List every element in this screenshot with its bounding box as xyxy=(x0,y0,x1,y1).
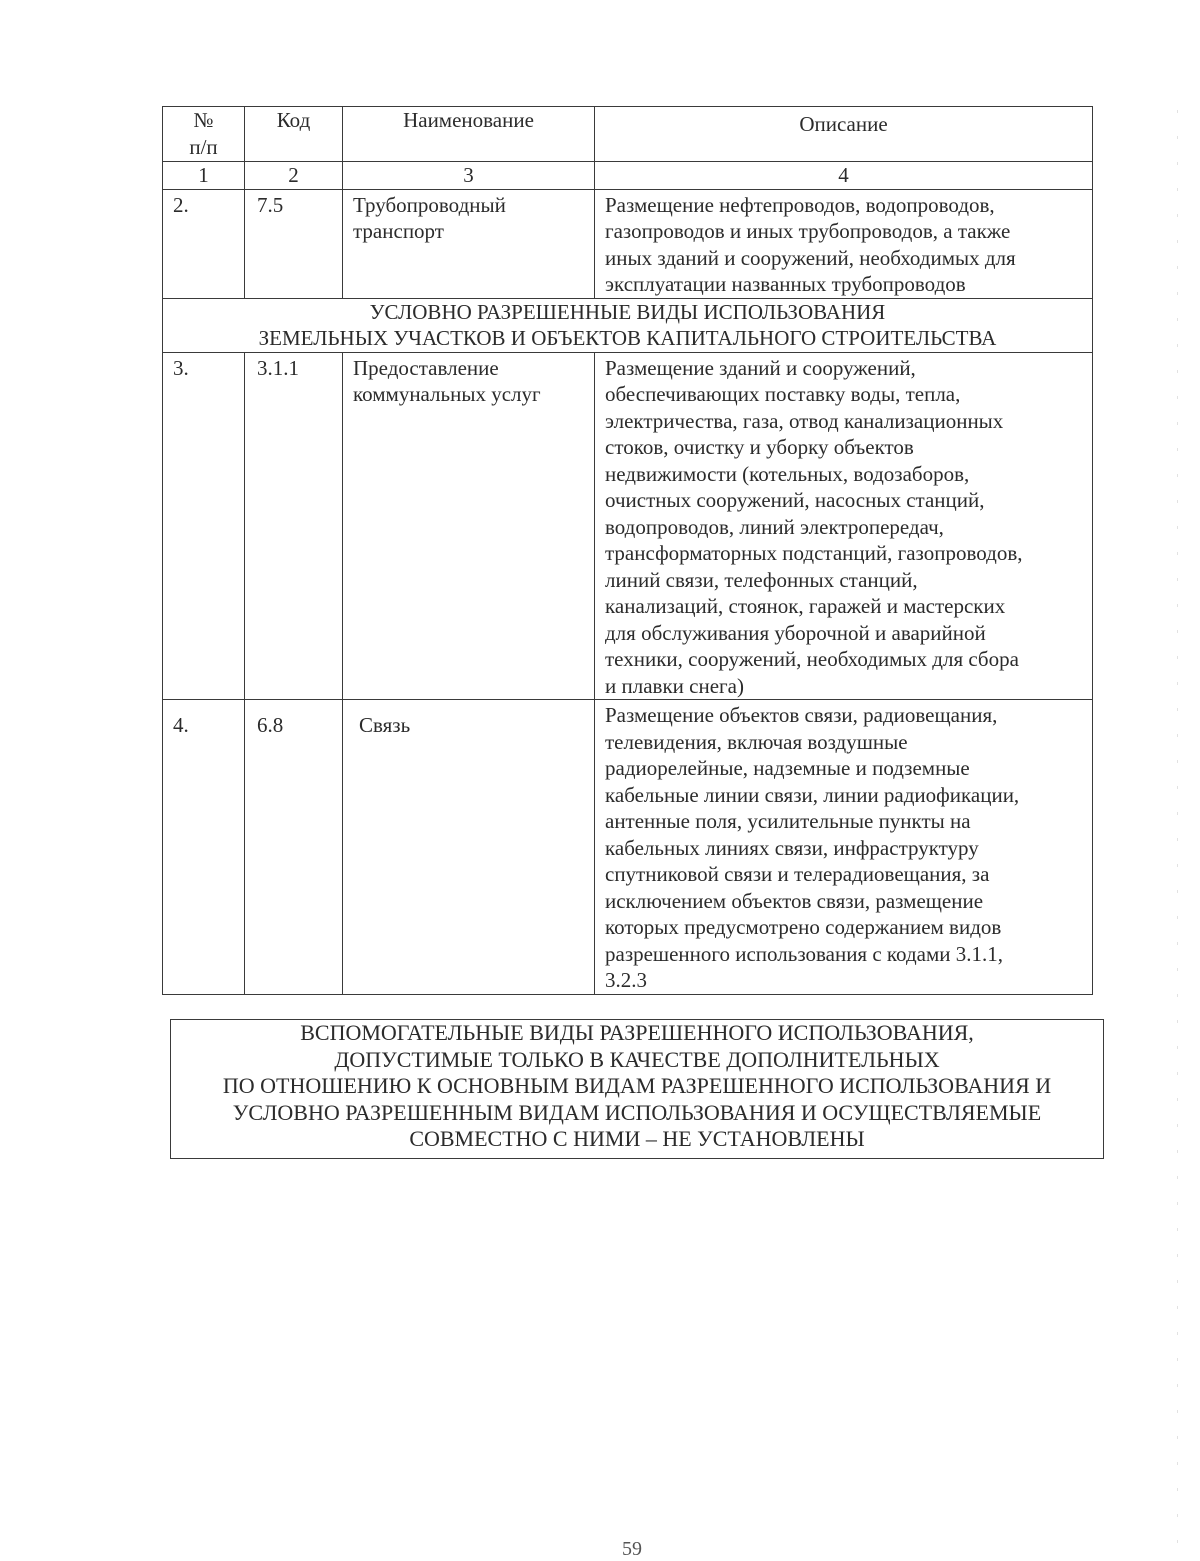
section-heading-row xyxy=(163,298,1093,352)
row-description-line: очистных сооружений, насосных станций, xyxy=(605,488,985,512)
header-number-line2: п/п xyxy=(189,134,218,159)
row-code: 6.8 xyxy=(245,700,343,995)
table-header-row xyxy=(163,107,1093,162)
row-description-line: Размещение зданий и сооружений, xyxy=(605,355,916,380)
scan-edge-artifact xyxy=(1177,110,1178,1550)
row-description-line: радиорелейные, надземные и подземные xyxy=(605,756,970,780)
header-name: Наименование xyxy=(343,107,595,162)
row-description-line: иных зданий и сооружений, необходимых для xyxy=(605,245,1016,270)
table-row xyxy=(163,189,1093,298)
row-description-line: электричества, газа, отвод канализационных xyxy=(605,408,1004,433)
row-description-line: водопроводов, линий электропередач, xyxy=(605,514,944,539)
row-description-line: которых предусмотрено содержанием видов xyxy=(605,915,1002,939)
row-description-line: обеспечивающих поставку воды, тепла, xyxy=(605,382,961,406)
row-description-line: 3.2.3 xyxy=(605,968,647,992)
row-description-line: стоков, очистку и уборку объектов xyxy=(605,435,914,459)
header-number xyxy=(163,107,245,162)
row-name-line: Предоставление xyxy=(353,355,499,380)
column-number: 2 xyxy=(245,162,343,190)
row-description-line: для обслуживания уборочной и аварийной xyxy=(605,620,986,645)
page-number: 59 xyxy=(622,1538,642,1560)
auxiliary-section-line: ДОПУСТИМЫЕ ТОЛЬКО В КАЧЕСТВЕ ДОПОЛНИТЕЛЬНЫХ xyxy=(334,1046,940,1072)
row-name-line: Трубопроводный xyxy=(353,192,506,217)
header-number-line1: № xyxy=(193,108,214,132)
row-description-line: телевидения, включая воздушные xyxy=(605,729,908,754)
row-description-line: кабельные линии связи, линии радиофикации, xyxy=(605,782,1020,807)
row-name xyxy=(343,700,595,995)
section-heading-conditional xyxy=(163,298,1093,352)
column-number-row xyxy=(163,162,1093,190)
row-description-line: разрешенного использования с кодами 3.1.1, xyxy=(605,941,1003,966)
row-description xyxy=(595,700,1093,995)
row-description xyxy=(595,189,1093,298)
column-number: 3 xyxy=(343,162,595,190)
row-description-line: газопроводов и иных трубопроводов, а также xyxy=(605,219,1011,243)
section-heading-line: УСЛОВНО РАЗРЕШЕННЫЕ ВИДЫ ИСПОЛЬЗОВАНИЯ xyxy=(369,299,886,324)
row-code: 3.1.1 xyxy=(245,352,343,700)
row-description-line: Размещение нефтепроводов, водопроводов, xyxy=(605,192,995,217)
row-description-line: техники, сооружений, необходимых для сбора xyxy=(605,647,1019,671)
row-description-line: недвижимости (котельных, водозаборов, xyxy=(605,461,970,486)
row-name-line: коммунальных услуг xyxy=(353,382,541,406)
row-number: 2. xyxy=(163,189,245,298)
row-name-line: транспорт xyxy=(353,219,444,243)
row-name-line: Связь xyxy=(359,713,411,737)
row-name xyxy=(343,352,595,700)
row-description-line: спутниковой связи и телерадиовещания, за xyxy=(605,862,990,886)
row-number: 4. xyxy=(163,700,245,995)
table-row xyxy=(163,700,1093,995)
auxiliary-section-line: СОВМЕСТНО С НИМИ – НЕ УСТАНОВЛЕНЫ xyxy=(409,1126,865,1151)
row-number: 3. xyxy=(163,352,245,700)
column-number: 1 xyxy=(163,162,245,190)
row-description-line: канализаций, стоянок, гаражей и мастерских xyxy=(605,594,1006,618)
row-description-line: и плавки снега) xyxy=(605,673,744,698)
auxiliary-uses-section xyxy=(170,1019,1104,1159)
auxiliary-section-line: УСЛОВНО РАЗРЕШЕННЫМ ВИДАМ ИСПОЛЬЗОВАНИЯ И ОСУЩЕСТВЛЯЕМЫЕ xyxy=(232,1099,1042,1125)
row-description xyxy=(595,352,1093,700)
row-description-line: линий связи, телефонных станций, xyxy=(605,567,918,592)
section-heading-line: ЗЕМЕЛЬНЫХ УЧАСТКОВ И ОБЪЕКТОВ КАПИТАЛЬНОГО СТРОИТЕЛЬСТВА xyxy=(258,326,997,350)
row-code: 7.5 xyxy=(245,189,343,298)
row-description-line: трансформаторных подстанций, газопроводов, xyxy=(605,541,1023,565)
column-number: 4 xyxy=(595,162,1093,190)
row-description-line: эксплуатации названных трубопроводов xyxy=(605,272,966,296)
auxiliary-section-line: ПО ОТНОШЕНИЮ К ОСНОВНЫМ ВИДАМ РАЗРЕШЕННОГО ИСПОЛЬЗОВАНИЯ И xyxy=(222,1073,1052,1098)
land-use-table xyxy=(162,106,1093,995)
row-description-line: антенные поля, усилительные пункты на xyxy=(605,809,971,833)
header-description: Описание xyxy=(595,107,1093,162)
auxiliary-section-line: ВСПОМОГАТЕЛЬНЫЕ ВИДЫ РАЗРЕШЕННОГО ИСПОЛЬЗОВАНИЯ, xyxy=(300,1020,974,1045)
row-description-line: Размещение объектов связи, радиовещания, xyxy=(605,703,998,727)
row-description-line: исключением объектов связи, размещение xyxy=(605,888,984,913)
table-row xyxy=(163,352,1093,700)
header-code: Код xyxy=(245,107,343,162)
row-name xyxy=(343,189,595,298)
row-description-line: кабельных линиях связи, инфраструктуру xyxy=(605,835,979,860)
